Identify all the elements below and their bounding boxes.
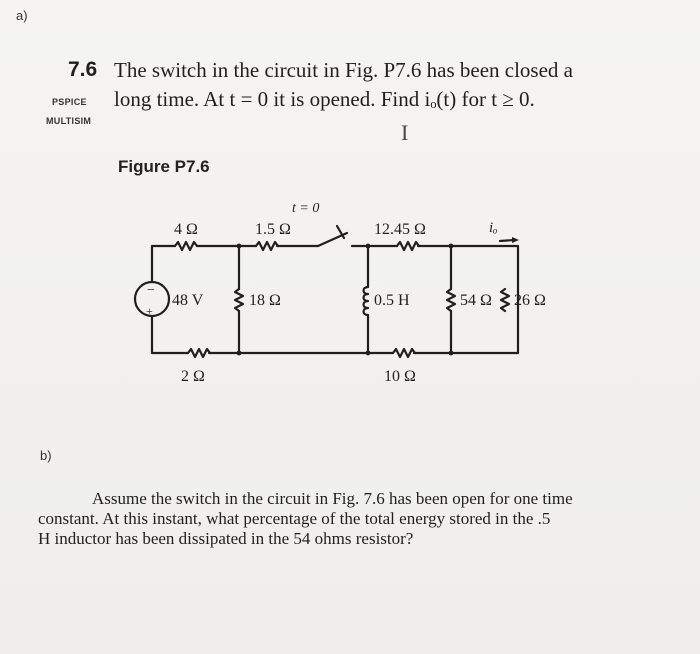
label-1-5-ohm: 1.5 Ω (255, 221, 291, 238)
label-18-ohm: 18 Ω (249, 292, 281, 309)
resistor-1-5-ohm (256, 242, 278, 250)
problem-text-line2: long time. At t = 0 it is opened. Find iₒ(t) for t ≥ 0. (114, 87, 535, 111)
problem-number: 7.6 (68, 58, 98, 81)
question-b-line1: Assume the switch in the circuit in Fig. 7.6 has been open for one time (92, 489, 573, 508)
resistor-18-ohm (235, 289, 243, 311)
text-cursor-icon: I (401, 120, 409, 145)
resistor-54-ohm (447, 289, 455, 311)
label-12-45-ohm: 12.45 Ω (374, 221, 426, 238)
resistor-12-45-ohm (397, 242, 419, 250)
resistor-4-ohm (175, 242, 197, 250)
part-b-label: b) (40, 448, 52, 463)
switch-label: t = 0 (292, 201, 320, 216)
resistor-26-ohm (501, 289, 509, 311)
current-arrowhead (512, 237, 519, 243)
label-26-ohm: 26 Ω (514, 292, 546, 309)
resistor-10-ohm (393, 349, 415, 357)
label-current-io: iₒ (489, 220, 498, 236)
multisim-tag: MULTISIM (46, 116, 92, 126)
figure-title: Figure P7.6 (118, 157, 210, 176)
source-minus: − (147, 283, 155, 298)
source-plus: + (146, 304, 153, 318)
part-a-label: a) (16, 8, 28, 23)
label-2-ohm: 2 Ω (181, 368, 205, 385)
label-54-ohm: 54 Ω (460, 292, 492, 309)
problem-text-line1: The switch in the circuit in Fig. P7.6 has been closed a (114, 58, 573, 82)
label-4-ohm: 4 Ω (174, 221, 198, 238)
label-10-ohm: 10 Ω (384, 368, 416, 385)
question-b-line3: H inductor has been dissipated in the 54 ohms resistor? (38, 529, 414, 548)
question-b-line2: constant. At this instant, what percentage of the total energy stored in the .5 (38, 509, 551, 528)
label-0-5-h: 0.5 H (374, 292, 410, 309)
label-48-v: 48 V (172, 292, 204, 309)
current-arrow (500, 240, 514, 241)
inductor-0-5-h (364, 287, 369, 315)
question-b-text (38, 489, 698, 549)
wire-top-left (152, 246, 175, 282)
pspice-tag: PSPICE (52, 97, 87, 107)
resistor-2-ohm (188, 349, 210, 357)
